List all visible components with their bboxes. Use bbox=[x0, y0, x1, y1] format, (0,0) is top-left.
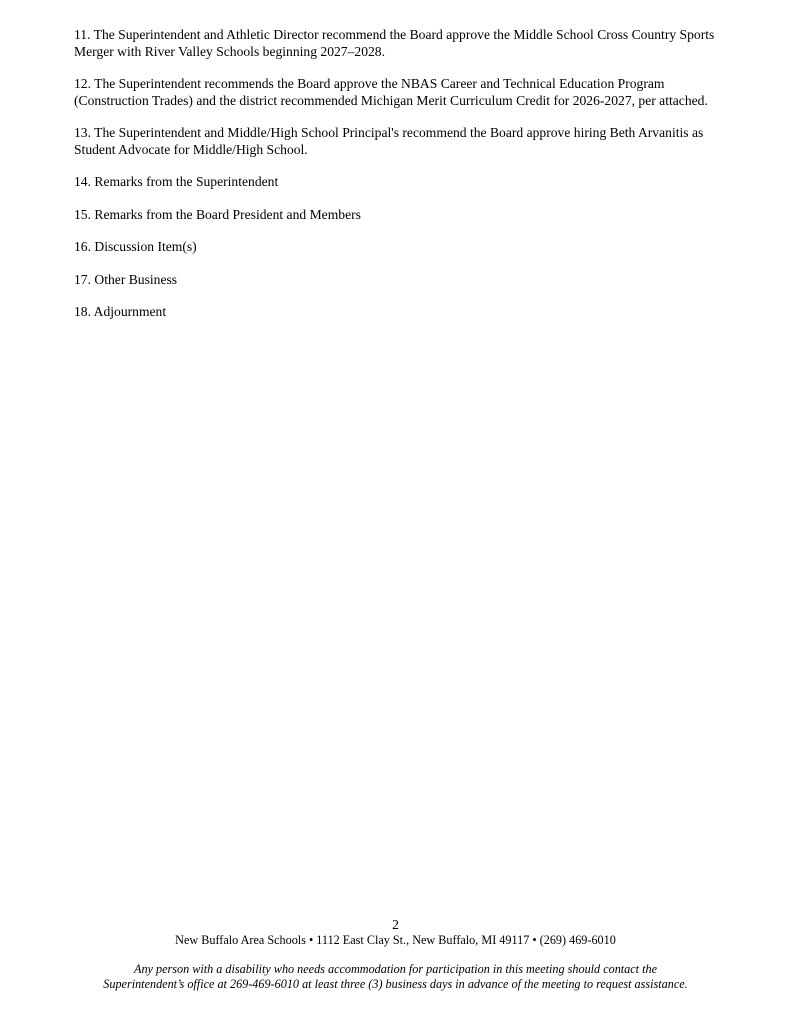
agenda-list bbox=[74, 27, 764, 337]
agenda-item-line: (Construction Trades) and the district recommended Michigan Merit Curriculum Credit for 2026-2027, per attached. bbox=[74, 92, 708, 108]
footer-address: New Buffalo Area Schools • 1112 East Clay St., New Buffalo, MI 49117 • (269) 469-6010 bbox=[175, 933, 616, 947]
agenda-item-line: 16. Discussion Item(s) bbox=[74, 239, 197, 254]
agenda-item-line: 13. The Superintendent and Middle/High School Principal's recommend the Board approve hiring Beth Arvanitis as bbox=[74, 125, 704, 140]
agenda-item-13 bbox=[74, 125, 764, 158]
agenda-item-14 bbox=[74, 174, 764, 191]
agenda-item-line: 12. The Superintendent recommends the Board approve the NBAS Career and Technical Education Program bbox=[74, 76, 665, 91]
agenda-item-17 bbox=[74, 272, 764, 289]
agenda-item-line: Student Advocate for Middle/High School. bbox=[74, 141, 308, 157]
agenda-item-15 bbox=[74, 207, 764, 224]
disclaimer-line: Any person with a disability who needs accommodation for participation in this meeting should contact the bbox=[134, 962, 657, 976]
agenda-item-line: 14. Remarks from the Superintendent bbox=[74, 174, 279, 189]
agenda-item-line: 15. Remarks from the Board President and Members bbox=[74, 206, 361, 222]
agenda-item-line: 11. The Superintendent and Athletic Director recommend the Board approve the Middle School Cross Country Sports bbox=[74, 27, 715, 42]
page-number: 2 bbox=[392, 917, 399, 932]
agenda-item-18 bbox=[74, 304, 764, 321]
agenda-item-16 bbox=[74, 239, 764, 256]
agenda-item-line: 17. Other Business bbox=[74, 271, 178, 287]
accessibility-disclaimer bbox=[0, 962, 791, 992]
disclaimer-line: Superintendent’s office at 269-469-6010 at least three (3) business days in advance of the meeting to request assistance. bbox=[103, 977, 688, 991]
agenda-item-line: 18. Adjournment bbox=[74, 304, 167, 319]
agenda-item-12 bbox=[74, 76, 764, 109]
agenda-item-line: Merger with River Valley Schools beginning 2027–2028. bbox=[74, 43, 385, 59]
agenda-item-11 bbox=[74, 27, 764, 60]
